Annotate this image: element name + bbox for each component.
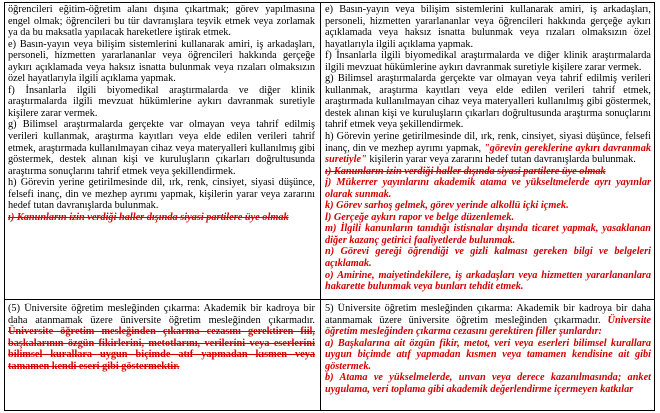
right-bottom-item-b: b) Atama ve yükselmelerde, unvan veya derece kazanılmasında; anket uygulama, veri toplama gibi akademik değerlendirme içermeyen katkılar (325, 372, 651, 395)
right-item-h-end: kişilerin yarar veya zararını hedef tutan davranışlarda bulunmak. (366, 154, 636, 166)
left-item-h: h) Görevin yerine getirilmesinde dil, ırk, renk, cinsiyet, siyasi düşünce, felsefi inanç, din ve mezhep ayrımı yapmak, kişilerin yarar veya zararını hedef tutan davranışlarda bulunmak. (8, 177, 315, 212)
right-item-m: m) İlgili kanunların tanıdığı istisnalar dışında ticaret yapmak, yasaklanan diğer kazanç getirici faaliyetlerde bulunmak. (325, 223, 651, 246)
left-bottom-struck-text: Üniversite öğretim mesleğinden çıkarma cezasını gerektiren fiil, başkalarının özgün fikirlerini, metotlarını, verilerini veya eserlerini bilimsel kurallara uygun biçimde atıf yapmadan kısmen veya tamamen kendi eseri gibi göstermektir. (8, 326, 315, 372)
left-item-i-struck: ı) Kanunların izin verdiği haller dışında siyasi partilere üye olmak (8, 211, 289, 223)
left-bottom-text: (5) Üniversite öğretim mesleğinden çıkarma: Akademik bir kadroya bir daha atanmamak üzere üniversite öğretim mesleğinden çıkarmadır. (8, 303, 315, 326)
right-bottom-text: 5) Üniversite öğretim mesleğinden çıkarma: Akademik bir kadroya bir daha atanmamak üzere üniversite öğretim mesleğinden çıkarmadır. (325, 303, 651, 326)
row-divider (5, 299, 654, 300)
right-item-h (325, 131, 651, 166)
right-item-g: g) Bilimsel araştırmalarda gerçekte var olmayan veya tahrif edilmiş verileri kullanmak, araştırma kayıtları veya elde edilen verileri tahrif etmek, araştırmada kullanılmayan cihaz veya materyalleri kullanılmış gibi göstermek, destek alınan kişi ve kuruluşların çıkarları doğrultusunda araştırma sonuçlarını tahrif etmek veya şekillendirmek. (325, 73, 651, 131)
right-bottom-paragraph (325, 303, 651, 338)
right-item-j: j) Mükerrer yayınlarını akademik atama ve yükseltmelerde ayrı yayınlar olarak sunmak. (325, 177, 651, 200)
cell-left-bottom (8, 303, 315, 410)
right-bottom-item-a: a) Başkalarına ait özgün fikir, metot, veri veya eserleri bilimsel kurallara uygun biçimde atıf yapmadan kısmen veya tamamen kendisine ait gibi göstermek. (325, 337, 651, 372)
right-item-o: o) Amirine, maiyetindekilere, iş arkadaşları veya hizmetten yararlananlara hakarette bulunmak veya bunları tehdit etmek. (325, 269, 651, 293)
left-intro-paragraph: öğrencileri eğitim-öğretim alanı dışına çıkartmak; görev yapılmasına engel olmak; öğrencileri bu tür davranışlara teşvik etmek veya zorlamak ya da bu maksatla yapılacak hareketlere iştirak etmek. (8, 4, 315, 39)
column-divider (320, 3, 321, 410)
left-item-e: e) Basın-yayın veya bilişim sistemlerini kullanarak amiri, iş arkadaşları, personeli, hizmetten yararlananlar veya öğrencileri hakkında gerçeğe aykırı açıklamada veya haksız isnatta bulunmak veya rızaları olmaksızın özel hayatlarıyla ilgili açıklama yapmak. (8, 38, 315, 85)
cell-right-bottom (325, 303, 651, 410)
right-bottom-red-text: Üniversite öğretim mesleğinden çıkarma cezasını gerektiren filler şunlardır: (325, 314, 651, 338)
right-item-f: f) İnsanlarla ilgili biyomedikal araştırmalarda ve diğer klinik araştırmalarda ilgili mevzuat hükümlerine aykırı davranmak suretiyle kişilere zarar vermek. (325, 50, 651, 73)
left-bottom-paragraph (8, 303, 315, 372)
right-item-h-start: h) Görevin yerine getirilmesinde dil, ırk, renk, cinsiyet, siyasi düşünce, felsefi inanç, din ve mezhep ayrımı yapmak, (325, 131, 651, 154)
right-item-h-insert: "görevin gereklerine aykırı davranmak suretiyle" (325, 142, 651, 166)
left-item-g: g) Bilimsel araştırmalarda gerçekte var olmayan veya tahrif edilmiş verileri kullanmak, araştırma kayıtları veya elde edilen verileri tahrif etmek, araştırmada kullanılmayan cihaz veya materyalleri kullanılmış gibi göstermek, destek alınan kişi ve kuruluşların çıkarları doğrultusunda araştırma sonuçlarını tahrif etmek veya şekillendirmek. (8, 119, 315, 177)
right-item-k: k) Görev sarhoş gelmek, görev yerinde alkollü içki içmek. (325, 200, 569, 212)
right-item-n: n) Görevi gereği öğrendiği ve gizli kalması gereken bilgi ve belgeleri açıklamak. (325, 246, 651, 270)
cell-left-top (8, 4, 315, 298)
right-item-e: e) Basın-yayın veya bilişim sistemlerini kullanarak amiri, iş arkadaşları, personeli, hizmetten yararlananlar veya öğrencileri hakkında gerçeğe aykırı açıklamada veya haksız isnatta bulunmak veya rızaları olmaksızın özel hayatlarıyla ilgili açıklama yapmak. (325, 4, 651, 50)
left-item-f: f) İnsanlarla ilgili biyomedikal araştırmalarda ve diğer klinik araştırmalarda ilgili mevzuat hükümlerine aykırı davranmak suretiyle kişilere zarar vermek. (8, 84, 315, 119)
cell-right-top (325, 4, 651, 298)
right-item-i-struck: ı) Kanunların izin verdiği haller dışında siyasi partilere üye olmak (325, 165, 606, 177)
comparison-table (4, 2, 655, 411)
right-item-l: l) Gerçeğe aykırı rapor ve belge düzenlemek. (325, 211, 515, 223)
